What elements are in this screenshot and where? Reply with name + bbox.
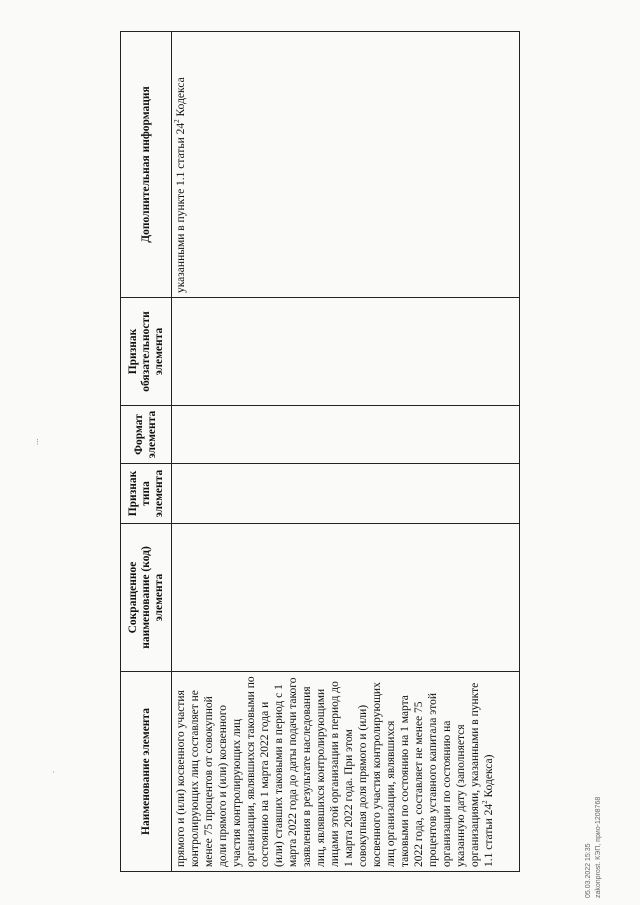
header-info: Дополнительная информация xyxy=(121,32,172,298)
stamp-line-2: zakonprost. КЭП, прио-1208768 xyxy=(595,796,602,898)
stamp-line-1: 05.03.2022 15:35 xyxy=(585,843,592,898)
header-name: Наименование элемента xyxy=(121,672,172,872)
cell-name-text: прямого и (или) косвенного участия контролирующих лиц составляет не менее 75 процентов от совокупной доли прямого и (или) косвенного участия контролирующих лиц организации, являвшихся таковыми по состоянию на 1 марта 2022 года и (или) ставших таковыми в период с 1 марта 2022 года до даты подачи такого заявления в результате наследования лиц, являвшихся контролирующими лицами этой организации в период до 1 марта 2022 года. При этом совокупная доля прямого и (или) косвенного участия контролирующих лиц организации, являвшихся таковыми по состоянию на 1 марта 2022 года, составляет не менее 75 процентов уставного капитала этой организации по состоянию на указанную дату (заполняется организациями, указанными в пункте 1.1 статьи 24 xyxy=(175,676,495,867)
cell-info-text: указанными в пункте 1.1 статьи 24 xyxy=(175,122,187,293)
scan-mark-center: ⁝ xyxy=(36,438,39,448)
cell-name-sup: 2 xyxy=(481,800,490,804)
header-required: Признак обязательности элемента xyxy=(121,298,172,406)
cell-name-tail: Кодекса) xyxy=(483,754,495,801)
cell-format xyxy=(172,406,520,464)
cell-info-sup: 2 xyxy=(173,119,182,123)
cell-info-tail: Кодекса xyxy=(175,77,187,120)
cell-info xyxy=(172,32,520,298)
cell-name xyxy=(172,672,520,872)
signature-stamp xyxy=(585,770,625,900)
scan-mark-left: · xyxy=(52,768,55,778)
elements-table xyxy=(120,31,520,872)
cell-type xyxy=(172,464,520,524)
cell-required xyxy=(172,298,520,406)
header-code: Сокращенное наименование (код) элемента xyxy=(121,524,172,672)
table-row xyxy=(172,32,520,872)
cell-code xyxy=(172,524,520,672)
table-header-row xyxy=(121,32,172,872)
header-type: Признак типа элемента xyxy=(121,464,172,524)
header-format: Формат элемента xyxy=(121,406,172,464)
rotated-table-container xyxy=(120,32,520,872)
